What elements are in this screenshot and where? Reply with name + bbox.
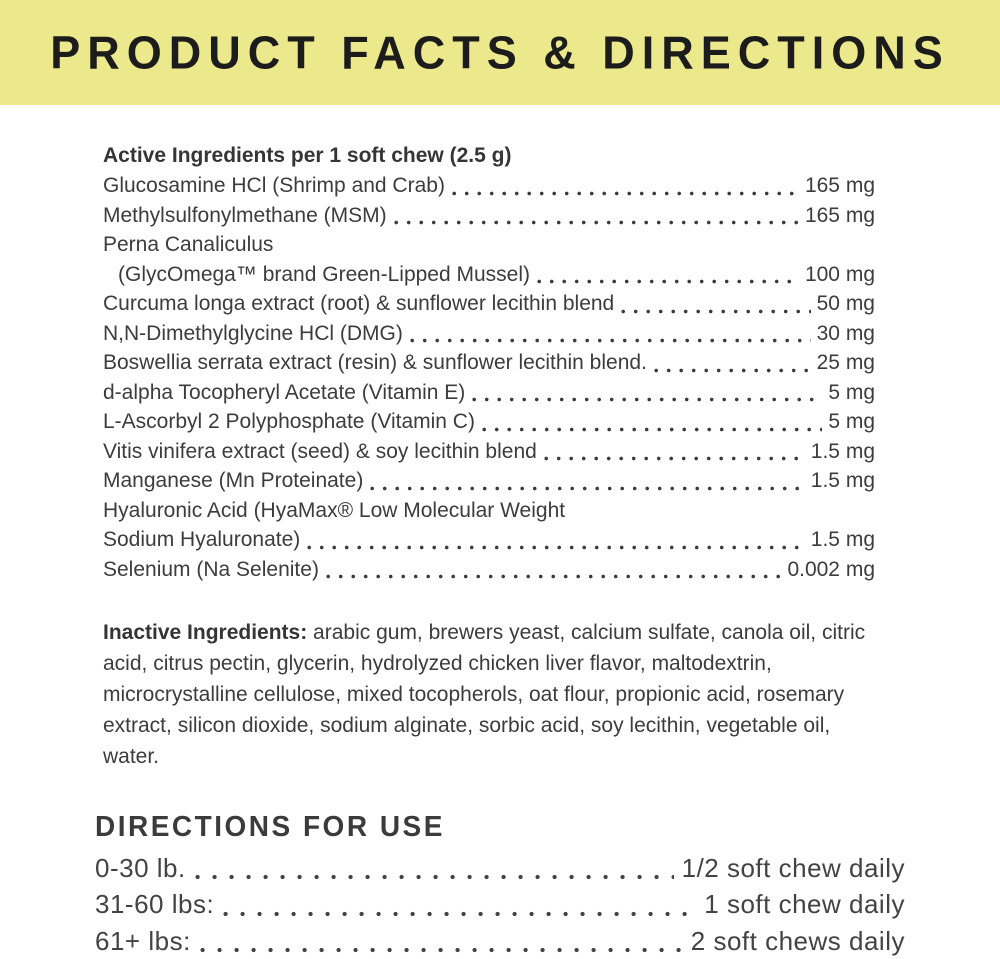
ingredient-row <box>103 171 875 201</box>
ingredient-row <box>103 201 875 231</box>
ingredient-row <box>103 260 875 290</box>
direction-row <box>95 923 905 959</box>
dot-leader <box>452 191 799 196</box>
directions-section <box>95 809 905 959</box>
weight-range: 0-30 lb. <box>95 853 186 883</box>
inactive-ingredients-label: Inactive Ingredients: <box>103 621 308 644</box>
direction-row <box>95 850 905 886</box>
ingredient-row <box>103 525 875 555</box>
ingredient-amount: 30 mg <box>816 321 875 345</box>
dot-leader <box>482 427 822 432</box>
dot-leader <box>195 874 674 880</box>
ingredient-row <box>103 407 875 437</box>
ingredient-amount: 1.5 mg <box>810 528 875 551</box>
inactive-ingredients-text: arabic gum, brewers yeast, calcium sulfate, canola oil, citric acid, citrus pectin, glycerin, hydrolyzed chicken liver flavor, maltodextrin, microcrystalline cellulose, mixed tocopherols, oat flour, propionic acid, rosemary extract, silicon dioxide, sodium alginate, sorbic acid, soy lecithin, vegetable oil, water. <box>103 621 866 768</box>
ingredient-row <box>103 319 875 349</box>
ingredient-amount: 5 mg <box>828 380 875 404</box>
ingredient-name: d-alpha Tocopheryl Acetate (Vitamin E) <box>103 380 466 404</box>
ingredient-row <box>103 555 875 585</box>
active-ingredients-heading: Active Ingredients per 1 soft chew (2.5 g) <box>103 144 512 167</box>
dot-leader <box>537 279 799 284</box>
dot-leader <box>394 220 799 225</box>
ingredient-name: Manganese (Mn Proteinate) <box>103 469 364 492</box>
dot-leader <box>326 574 782 579</box>
active-ingredients-list <box>103 171 875 584</box>
ingredient-amount: 1.5 mg <box>810 439 875 463</box>
ingredient-name: Methylsulfonylmethane (MSM) <box>103 203 387 227</box>
ingredient-row <box>103 348 875 378</box>
dot-leader <box>654 368 811 373</box>
directions-list <box>95 850 905 959</box>
ingredient-row <box>103 496 875 526</box>
dot-leader <box>307 545 805 550</box>
header-band <box>0 0 1000 105</box>
active-ingredients-section <box>103 141 875 584</box>
ingredient-row <box>103 437 875 467</box>
dot-leader <box>544 456 805 461</box>
dot-leader <box>621 309 810 314</box>
weight-range: 61+ lbs: <box>95 925 191 956</box>
weight-range: 31-60 lbs: <box>95 889 215 920</box>
ingredient-amount: 50 mg <box>816 292 875 315</box>
page-title: PRODUCT FACTS & DIRECTIONS <box>50 25 950 79</box>
ingredient-name: (GlycOmega™ brand Green-Lipped Mussel) <box>118 262 531 286</box>
dose-amount: 1 soft chew daily <box>704 889 905 920</box>
ingredient-name: N,N-Dimethylglycine HCl (DMG) <box>103 321 403 345</box>
direction-row <box>95 886 905 922</box>
ingredient-name: Sodium Hyaluronate) <box>103 528 301 551</box>
ingredient-name: Selenium (Na Selenite) <box>103 557 319 581</box>
dose-amount: 2 soft chews daily <box>690 925 905 956</box>
ingredient-row <box>103 378 875 408</box>
inactive-ingredients-section <box>103 617 885 772</box>
ingredient-name: Glucosamine HCl (Shrimp and Crab) <box>103 174 445 197</box>
ingredient-amount: 1.5 mg <box>810 469 875 492</box>
ingredient-amount: 5 mg <box>828 410 875 433</box>
dose-amount: 1/2 soft chew daily <box>681 853 905 883</box>
dot-leader <box>200 947 683 953</box>
ingredient-row <box>103 289 875 319</box>
ingredient-amount: 0.002 mg <box>787 557 875 581</box>
ingredient-name: Vitis vinifera extract (seed) & soy lecithin blend <box>103 439 537 463</box>
ingredient-name: Perna Canaliculus <box>103 233 274 256</box>
dot-leader <box>472 397 822 402</box>
ingredient-amount: 100 mg <box>804 262 875 286</box>
ingredient-name: Boswellia serrata extract (resin) & sunflower lecithin blend. <box>103 351 647 374</box>
ingredient-amount: 165 mg <box>804 174 875 197</box>
directions-heading: DIRECTIONS FOR USE <box>95 810 445 842</box>
ingredient-name: Curcuma longa extract (root) & sunflower lecithin blend <box>103 292 615 315</box>
ingredient-name: L-Ascorbyl 2 Polyphosphate (Vitamin C) <box>103 410 475 433</box>
ingredient-amount: 165 mg <box>804 203 875 227</box>
dot-leader <box>370 486 804 491</box>
dot-leader <box>223 911 696 917</box>
dot-leader <box>410 338 811 343</box>
ingredient-amount: 25 mg <box>816 351 875 374</box>
ingredient-row <box>103 466 875 496</box>
ingredient-name: Hyaluronic Acid (HyaMax® Low Molecular Weight <box>103 498 566 522</box>
ingredient-row <box>103 230 875 260</box>
